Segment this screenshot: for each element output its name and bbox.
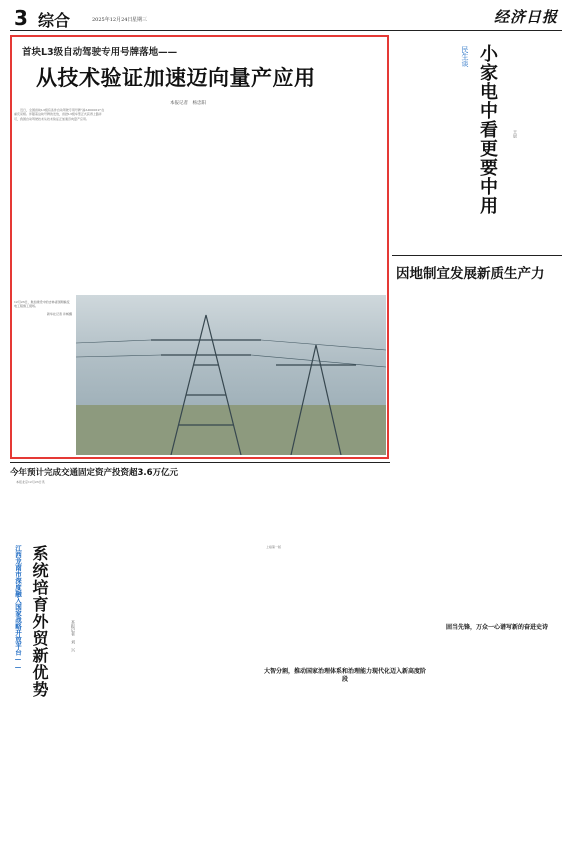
bottom-right-col-3 xyxy=(432,646,496,845)
side-feature-title: 系统培育外贸新优势 xyxy=(30,545,49,698)
issue-date: 2025年12月24日 xyxy=(92,17,133,23)
side-feature-byline: 本报记者 刘 兴 xyxy=(71,620,76,652)
mid-left-col-4 xyxy=(262,470,388,540)
lead-photo-caption xyxy=(14,300,72,316)
caption-text: 12月23日，航拍建设中的吉林省国网输变电工程施工现场。 xyxy=(14,300,70,309)
bottom-right-col-2 xyxy=(498,500,562,620)
feature-right-col-2 xyxy=(480,284,562,496)
bottom-middle-col-3 xyxy=(260,692,344,845)
mid-left-col-1 xyxy=(10,480,92,540)
lead-column-2 xyxy=(112,108,200,293)
right-column-body-lower xyxy=(394,190,514,250)
paper-logo: 经济日报 xyxy=(493,8,558,26)
column-title: 小家电中看更要中用 xyxy=(477,44,498,215)
section-name: 综合 xyxy=(38,11,71,30)
bottom-right-col-4 xyxy=(498,646,562,845)
mid-divider xyxy=(10,462,390,463)
lead-byline: 本报记者 杨忠阳 xyxy=(170,101,206,106)
side-feature-col-1 xyxy=(82,545,168,845)
page-number: 3 xyxy=(14,6,28,30)
mid-left-col-3 xyxy=(176,470,260,540)
masthead xyxy=(10,4,562,30)
side-feature-lower xyxy=(10,725,80,845)
bottom-middle-kicker: 大智分割，推动国家治理体系和治理能力现代化迈入新高度阶段 xyxy=(263,668,426,683)
feature-right-title: 因地制宜发展新质生产力 xyxy=(396,266,545,282)
lead-column-1 xyxy=(14,108,106,293)
bottom-middle-lead: 上接第一版 xyxy=(266,545,282,549)
right-text-strip xyxy=(394,36,460,186)
bottom-middle-col-1 xyxy=(260,545,344,665)
right-divider xyxy=(392,255,562,256)
mid-left-col-2 xyxy=(94,480,174,540)
bottom-middle-col-4 xyxy=(346,692,430,845)
lead-photo xyxy=(76,295,386,455)
bottom-right-kicker: 固当先锋，万众一心谱写新的奋进史诗 xyxy=(445,624,548,631)
masthead-rule xyxy=(10,30,562,31)
column-tag: 民生谈 xyxy=(461,46,469,67)
lead-headline: 从技术验证加速迈向量产应用 xyxy=(36,66,316,90)
mid-left-headline: 今年预计完成交通固定资产投资超3.6万亿元 xyxy=(10,468,179,478)
transmission-tower-photo xyxy=(76,295,386,455)
column-author: 王辰 xyxy=(513,130,518,138)
caption-credit: 新华社记者 许畅摄 xyxy=(47,311,72,316)
right-column-body xyxy=(520,36,562,251)
mid-left-byline: 本报北京12月23日讯 xyxy=(16,480,45,484)
side-feature-kicker: 江西龙南市深度融入国家战略开放平台—— xyxy=(14,545,22,672)
lead-column-3 xyxy=(206,108,294,293)
lead-column-4 xyxy=(298,108,386,293)
feature-right-col-1 xyxy=(394,284,478,496)
lead-opening: 近日，全国首块L3级有条件自动驾驶专用号牌“渝AD0001Z”在重庆亮相。伴随着这块号牌的发放，首批L3级车型正式获得上路许可，我国自动驾驶技术从技术验证正加速迈向量产应用。 xyxy=(14,108,105,121)
bottom-middle-col-2 xyxy=(346,545,430,665)
issue-weekday: 星期三 xyxy=(132,17,148,23)
lead-kicker: 首块L3级自动驾驶专用号牌落地—— xyxy=(22,47,178,58)
side-feature-col-2 xyxy=(170,545,256,845)
bottom-right-col-1 xyxy=(432,500,496,620)
